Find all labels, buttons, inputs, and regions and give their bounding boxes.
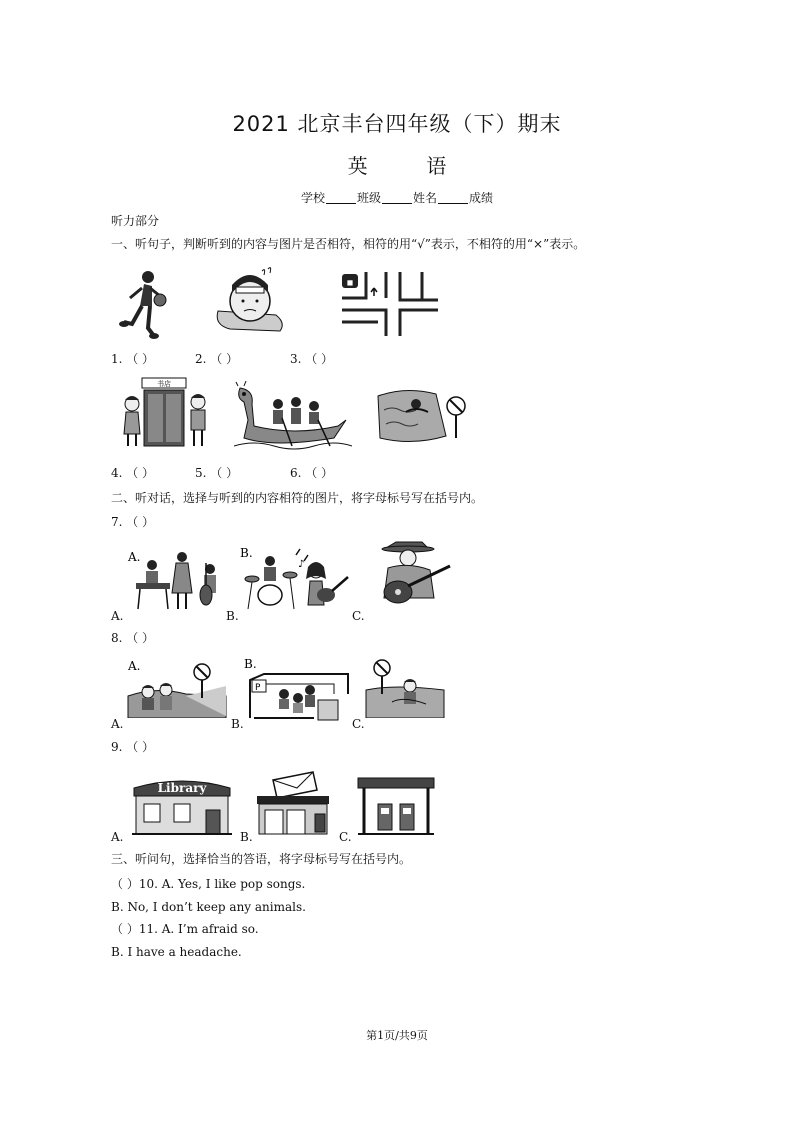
q7-option-a[interactable]: A. <box>111 609 124 623</box>
subject-char-1: 英 <box>347 154 368 178</box>
street-map-picture <box>338 268 442 338</box>
q9-option-a[interactable]: A. <box>111 830 124 844</box>
name-blank[interactable] <box>438 203 468 204</box>
sick-child-picture <box>210 265 290 337</box>
name-label: 姓名 <box>413 191 438 205</box>
school-label: 学校 <box>300 191 325 205</box>
q11-line: （ ）11. A. I’m afraid so. <box>111 922 259 936</box>
q8-pic-letter-a: A. <box>128 659 141 673</box>
q9-option-b-post-office-picture <box>253 770 333 836</box>
q8-label: 8. （ ） <box>111 631 155 645</box>
bookstore-sign-text: 书店 <box>157 380 171 388</box>
dragon-boat-picture <box>234 380 352 452</box>
subject-title <box>0 150 794 179</box>
listening-section-label: 听力部分 <box>111 214 160 228</box>
q8-option-b-park-picture <box>244 654 352 722</box>
q9-option-c[interactable]: C. <box>339 830 352 844</box>
class-blank[interactable] <box>382 203 412 204</box>
q7-option-b[interactable]: B. <box>226 609 239 623</box>
subject-char-2: 语 <box>426 154 447 178</box>
svg-text:♪: ♪ <box>298 559 305 570</box>
q1-label: 1. （ ） <box>111 352 155 366</box>
q9-label: 9. （ ） <box>111 740 155 754</box>
exam-title: 2021 北京丰台四年级（下）期末 <box>232 112 562 136</box>
q5-label: 5. （ ） <box>195 466 239 480</box>
q3-label: 3. （ ） <box>290 352 334 366</box>
q7-option-a-orchestra-picture <box>126 545 226 611</box>
q8-option-a[interactable]: A. <box>111 717 124 731</box>
library-sign-text: Library <box>157 781 207 795</box>
q7-label: 7. （ ） <box>111 515 155 529</box>
bookstore-kids-picture <box>118 374 210 452</box>
part3-instruction: 三、听问句，选择恰当的答语，将字母标号写在括号内。 <box>111 852 412 866</box>
part2-instruction: 二、听对话，选择与听到的内容相符的图片，将字母标号写在括号内。 <box>111 491 484 505</box>
q7-pic-letter-a: A. <box>128 550 141 564</box>
q4-label: 4. （ ） <box>111 466 155 480</box>
q7-pic-letter-b: B. <box>240 546 253 560</box>
q8-option-c[interactable]: C. <box>352 717 365 731</box>
svg-text:P: P <box>255 683 261 693</box>
score-label: 成绩 <box>469 191 494 205</box>
q8-pic-letter-b: B. <box>244 657 257 671</box>
part1-instruction: 一、听句子，判断听到的内容与图片是否相符，相符的用“√”表示，不相符的用“×”表示。 <box>111 237 586 251</box>
class-label: 班级 <box>356 191 381 205</box>
svg-text:◼: ◼ <box>346 278 354 287</box>
school-blank[interactable] <box>326 203 356 204</box>
q8-option-a-kids-grass-picture <box>126 656 230 718</box>
q7-option-c-guitarist-picture <box>368 538 454 610</box>
page-number: 第1页/共9页 <box>366 1029 428 1042</box>
q2-label: 2. （ ） <box>195 352 239 366</box>
q11-option-b: B. I have a headache. <box>111 945 242 959</box>
q9-option-a-library-picture <box>130 772 234 836</box>
q10-line: （ ）10. A. Yes, I like pop songs. <box>111 877 306 891</box>
q10-option-b: B. No, I don’t keep any animals. <box>111 900 306 914</box>
no-swimming-picture <box>376 386 468 446</box>
q9-option-b[interactable]: B. <box>240 830 253 844</box>
student-info-line <box>0 189 794 206</box>
basketball-player-picture <box>118 268 178 340</box>
q7-option-b-band-picture <box>240 543 352 613</box>
q8-option-b[interactable]: B. <box>231 717 244 731</box>
q6-label: 6. （ ） <box>290 466 334 480</box>
q8-option-c-no-dogs-picture <box>364 656 448 718</box>
q7-option-c[interactable]: C. <box>352 609 365 623</box>
q9-option-c-gas-station-picture <box>356 774 436 836</box>
